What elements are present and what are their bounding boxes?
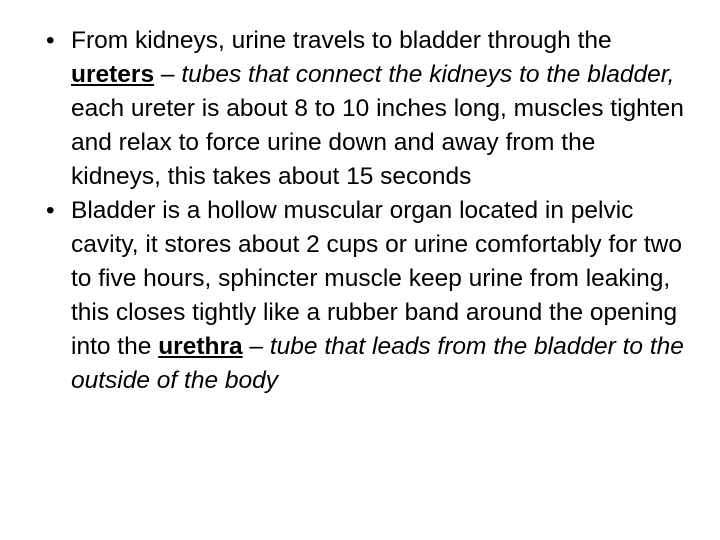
- definition-ureters: – tubes that connect the kidneys to the bladder,: [154, 61, 675, 88]
- bullet-text: From kidneys, urine travels to bladder through the: [71, 27, 612, 54]
- bullet-list: [46, 24, 686, 398]
- bullet-item-ureters: [46, 24, 686, 194]
- bullet-item-bladder: [46, 194, 686, 398]
- term-ureters: ureters: [71, 61, 155, 88]
- definition-urethra: – tube that leads from the bladder to the outside of the body: [71, 333, 684, 394]
- bullet-marker: •: [46, 197, 55, 224]
- bullet-marker: •: [46, 27, 55, 54]
- bullet-text-continued: each ureter is about 8 to 10 inches long, muscles tighten and relax to force urine down and away from the kidneys, this takes about 15 seconds: [71, 95, 684, 190]
- term-urethra: urethra: [158, 333, 243, 360]
- bullet-text: Bladder is a hollow muscular organ located in pelvic cavity, it stores about 2 cups or urine comfortably for two to five hours, sphincter muscle keep urine from leaking, this closes tightly like a rubber band around the opening into the: [71, 197, 682, 360]
